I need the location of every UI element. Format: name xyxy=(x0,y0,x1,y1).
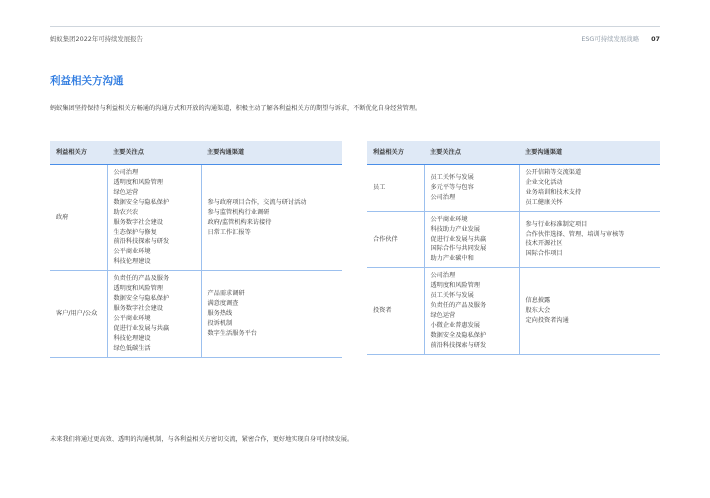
concern-item: 国际合作与共同发展 xyxy=(430,245,487,253)
concern-item: 数据安全与隐私保护 xyxy=(113,198,170,206)
table-row xyxy=(50,165,342,271)
concern-item: 生态保护与修复 xyxy=(113,228,157,236)
stakeholder-cell: 合作伙伴 xyxy=(367,211,424,268)
channels-cell xyxy=(201,165,342,271)
column-header-channels: 主要沟通渠道 xyxy=(519,141,660,165)
table-row xyxy=(367,211,660,268)
concern-item: 公司治理 xyxy=(430,193,456,201)
concern-item: 公平商业环境 xyxy=(430,215,468,223)
stakeholder-table-left xyxy=(50,141,342,358)
concern-item: 服务数字社会建设 xyxy=(113,218,163,226)
report-title: 蚂蚁集团2022年可持续发展报告 xyxy=(50,35,143,43)
channel-item: 企业文化活动 xyxy=(525,178,563,186)
concern-item: 员工关怀与发展 xyxy=(430,173,474,181)
concern-item: 数据安全与隐私保护 xyxy=(113,295,170,303)
channel-item: 服务热线 xyxy=(207,309,233,317)
section-name: ESG可持续发展战略 xyxy=(581,35,640,43)
page-number: 07 xyxy=(651,35,660,43)
concern-item: 服务数字社会建设 xyxy=(113,304,163,312)
column-header-stakeholder: 利益相关方 xyxy=(367,141,424,165)
channel-item: 公开信箱等交流渠道 xyxy=(525,169,582,176)
concern-item: 公司治理 xyxy=(430,272,456,280)
concern-item: 公平商业环境 xyxy=(113,248,151,256)
channel-item: 投诉机制 xyxy=(207,319,233,327)
table-header-row xyxy=(50,141,342,165)
concern-item: 多元平等与包容 xyxy=(430,183,474,191)
concern-item: 助农兴农 xyxy=(113,208,139,216)
concern-item: 数据安全及隐私保护 xyxy=(430,331,487,339)
concern-item: 科技伦理建设 xyxy=(113,258,151,266)
concern-item: 公平商业环境 xyxy=(113,314,151,322)
intro-paragraph: 蚂蚁集团坚持保持与利益相关方畅通的沟通方式和开放的沟通渠道，积极主动了解各利益相关方的期望与诉求，不断优化自身经营管理。 xyxy=(50,105,422,112)
table-row xyxy=(367,165,660,212)
concern-item: 负责任的产品及服务 xyxy=(430,302,487,310)
concerns-cell xyxy=(107,165,201,271)
column-header-concerns: 主要关注点 xyxy=(424,141,519,165)
channel-item: 合作伙伴选择、管理、培训与审核等 xyxy=(525,230,625,238)
channel-item: 定向投资者沟通 xyxy=(525,316,569,324)
table-header-row xyxy=(367,141,660,165)
channel-item: 参与监管机构行业调研 xyxy=(207,208,270,216)
concern-item: 促进行业发展与共赢 xyxy=(430,235,487,243)
channel-item: 参与政府项目合作，交流与研讨活动 xyxy=(207,198,307,206)
concerns-cell xyxy=(424,211,519,268)
closing-note: 未来我们将通过更高效、透明的沟通机制，与各利益相关方密切交流，紧密合作，更好地实现自身可持续发展。 xyxy=(50,436,354,443)
table-body xyxy=(367,165,660,355)
concern-item: 透明度和风险管理 xyxy=(430,282,480,290)
channel-item: 参与行业标准制定项目 xyxy=(525,220,588,228)
concern-item: 公司治理 xyxy=(113,169,139,176)
concern-item: 透明度和风险管理 xyxy=(113,178,163,186)
column-header-channels: 主要沟通渠道 xyxy=(201,141,342,165)
concerns-cell xyxy=(424,268,519,354)
concerns-cell xyxy=(424,165,519,212)
concern-item: 科技助力产业发展 xyxy=(430,225,480,233)
stakeholder-cell: 投资者 xyxy=(367,268,424,354)
page-title: 利益相关方沟通 xyxy=(50,75,124,87)
page-header xyxy=(50,26,660,45)
stakeholder-table-right xyxy=(367,141,660,355)
channel-item: 股东大会 xyxy=(525,307,551,315)
channels-cell xyxy=(519,165,660,212)
concern-item: 前沿科技探索与研发 xyxy=(113,238,170,246)
channel-item: 数字生活服务平台 xyxy=(207,329,257,337)
channel-item: 业务培训和技术支持 xyxy=(525,188,582,196)
column-header-concerns: 主要关注点 xyxy=(107,141,201,165)
table-row xyxy=(50,271,342,357)
concern-item: 助力产业碳中和 xyxy=(430,255,474,263)
concern-item: 负责任的产品及服务 xyxy=(113,275,170,283)
channel-item: 国际合作项目 xyxy=(525,250,563,258)
column-header-stakeholder: 利益相关方 xyxy=(50,141,107,165)
stakeholder-cell: 政府 xyxy=(50,165,107,271)
channels-cell xyxy=(519,268,660,354)
concern-item: 透明度和风险管理 xyxy=(113,285,163,293)
channels-cell xyxy=(201,271,342,357)
stakeholder-cell: 客户/用户/公众 xyxy=(50,271,107,357)
concern-item: 科技伦理建设 xyxy=(113,334,151,342)
concern-item: 促进行业发展与共赢 xyxy=(113,324,170,332)
channel-item: 满意度调查 xyxy=(207,300,239,308)
concern-item: 绿色低碳生活 xyxy=(113,344,151,352)
concern-item: 绿色运营 xyxy=(113,188,139,196)
section-label xyxy=(581,34,660,43)
channel-item: 技术开源社区 xyxy=(525,240,563,248)
channel-item: 员工健康关怀 xyxy=(525,198,563,206)
table-row xyxy=(367,268,660,354)
channel-item: 产品需求调研 xyxy=(207,290,245,298)
channels-cell xyxy=(519,211,660,268)
channel-item: 信息披露 xyxy=(525,297,551,305)
stakeholder-cell: 员工 xyxy=(367,165,424,212)
concern-item: 小微企业普惠发展 xyxy=(430,321,480,329)
channel-item: 政府/监管机构来访接待 xyxy=(207,218,272,226)
table-body xyxy=(50,165,342,358)
concern-item: 绿色运营 xyxy=(430,311,456,319)
channel-item: 日常工作汇报等 xyxy=(207,228,251,236)
concern-item: 员工关怀与发展 xyxy=(430,292,474,300)
concern-item: 前沿科技探索与研发 xyxy=(430,341,487,349)
concerns-cell xyxy=(107,271,201,357)
